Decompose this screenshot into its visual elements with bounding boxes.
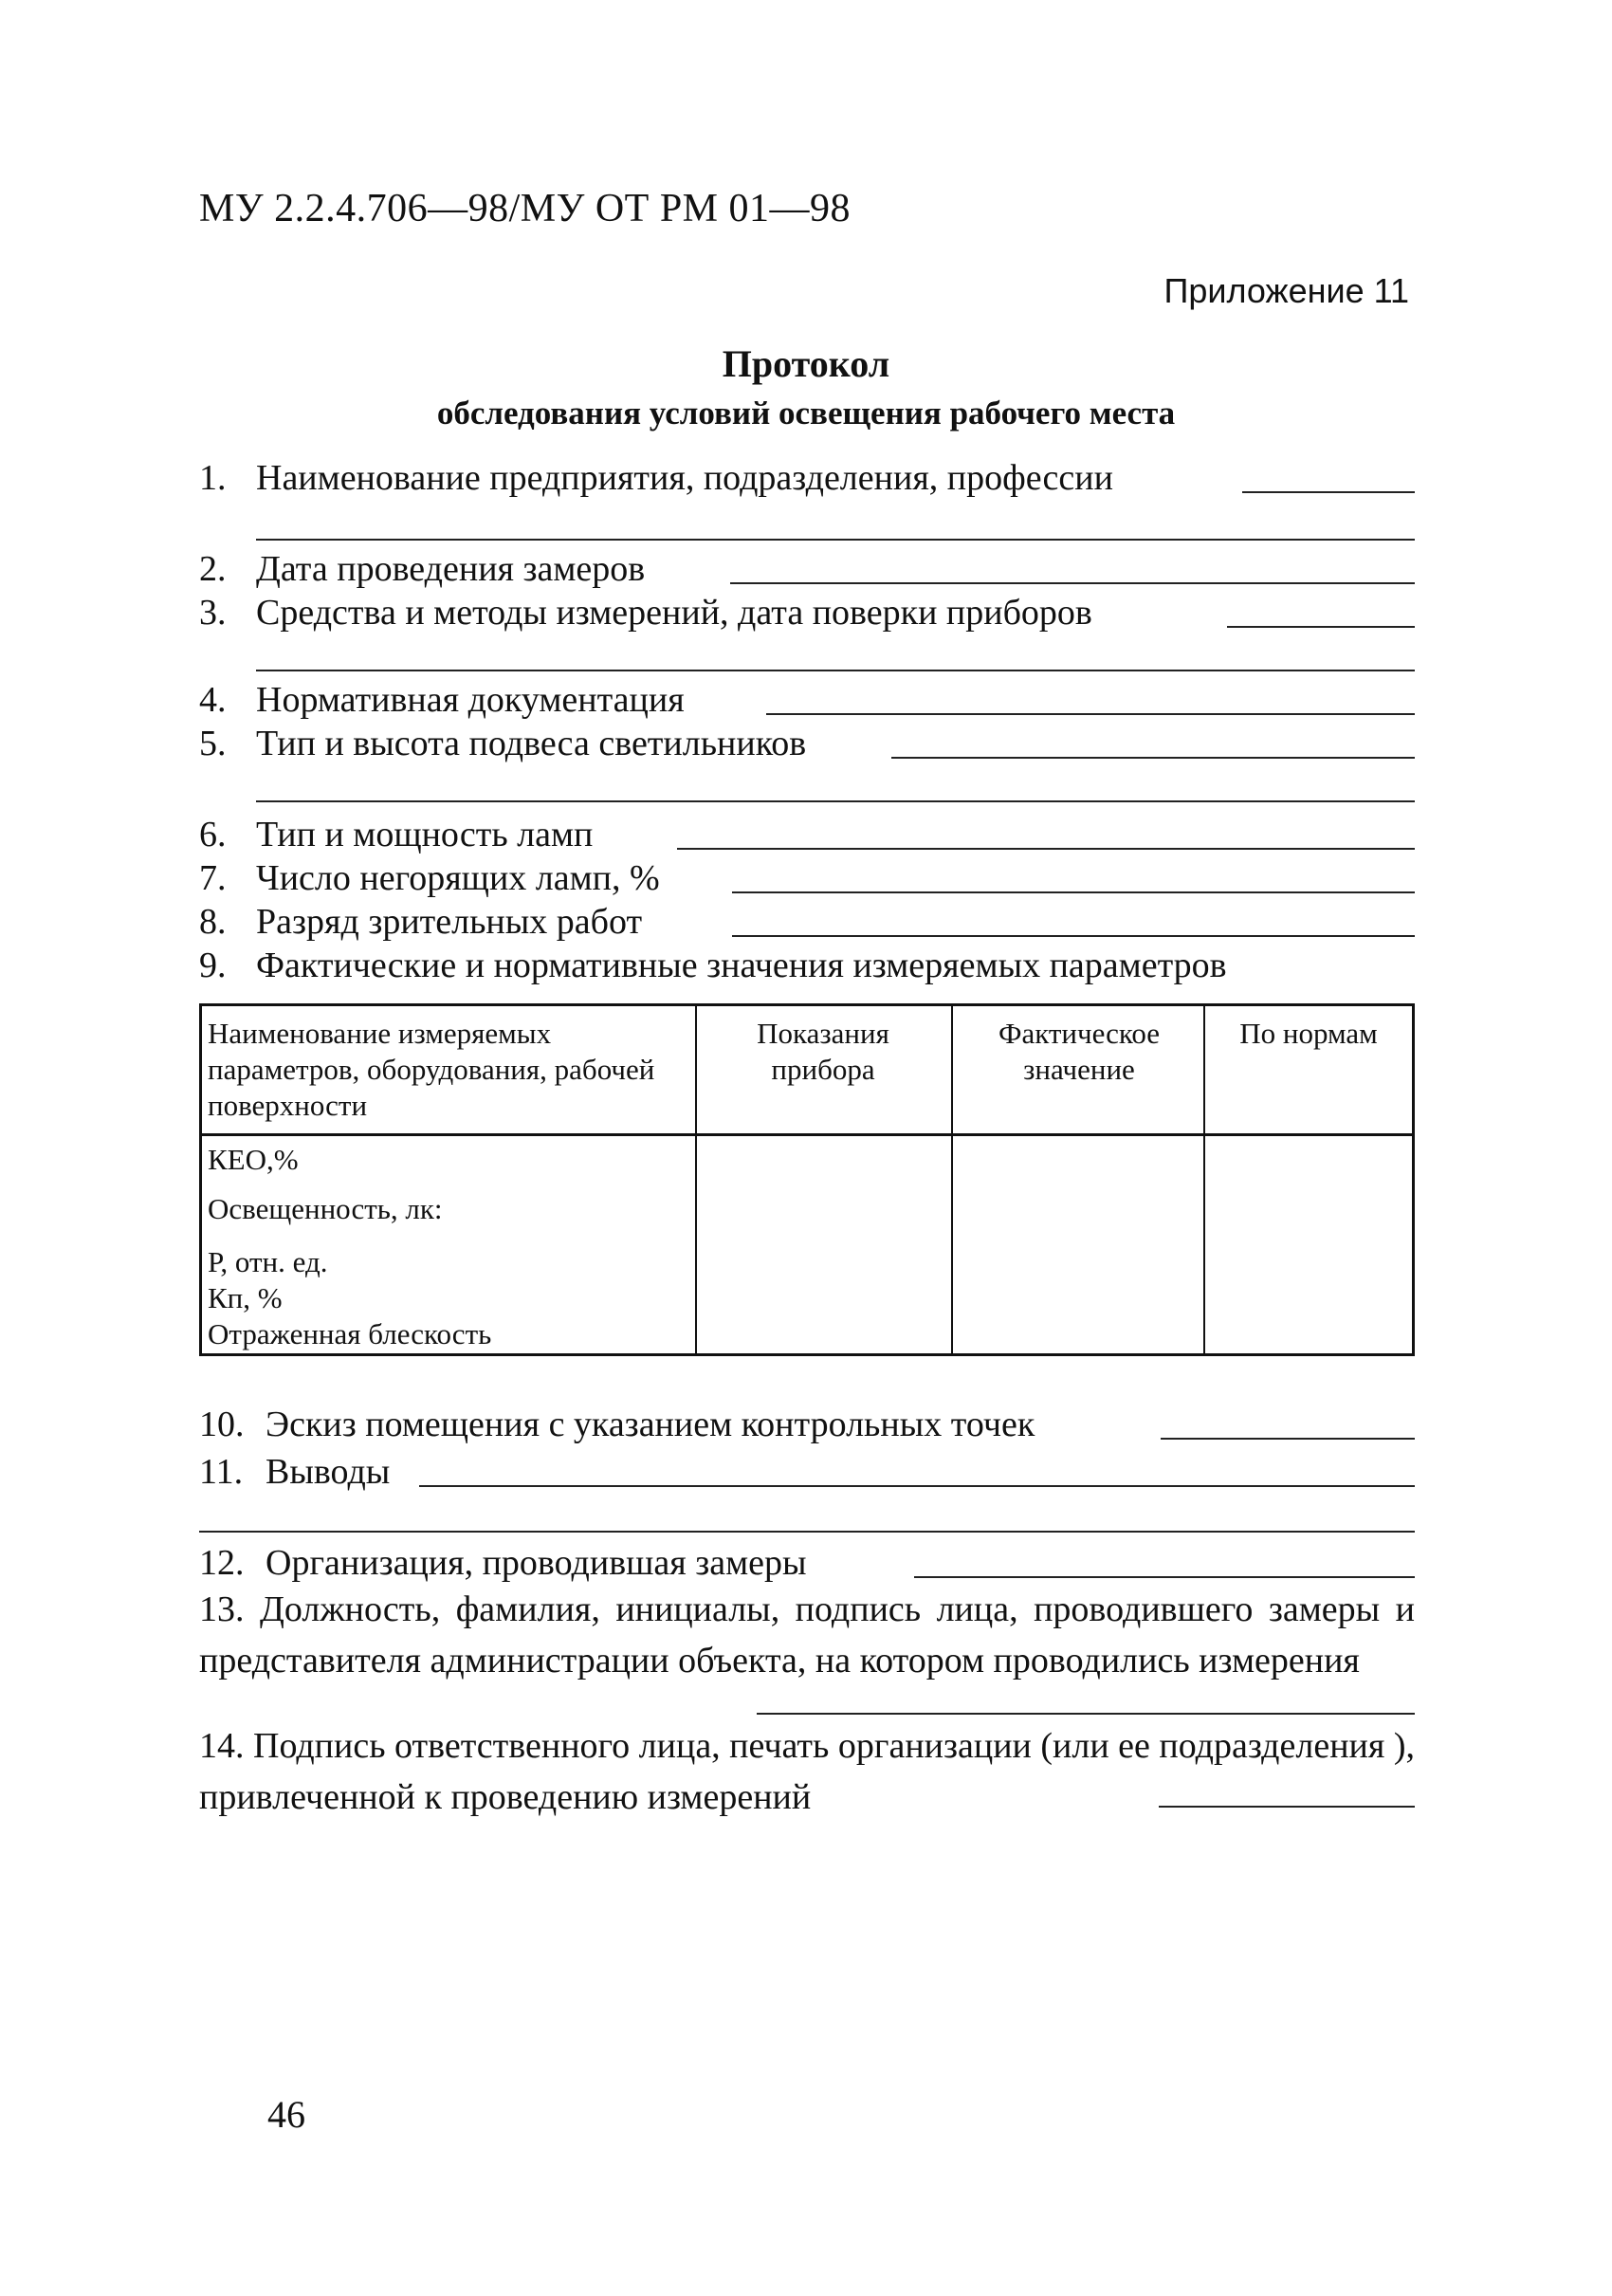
table-header-reading: Показания прибора [757,1017,889,1086]
table-row-label: КЕО,% [208,1143,299,1176]
item-number: 6. [199,815,227,854]
form-item-12 [199,1542,1415,1589]
fill-line-continuation[interactable] [199,1531,1415,1533]
item-label: Тип и высота подвеса светильников [256,724,807,763]
protocol-title: Протокол [722,342,890,385]
item-number: 13. [199,1589,245,1629]
fill-line[interactable] [766,713,1415,715]
form-item-8 [199,901,1415,948]
form-item-1 [199,457,1415,505]
fill-line[interactable] [730,582,1415,584]
item-label: Разряд зрительных работ [256,902,643,942]
form-item-6 [199,814,1415,861]
measurements-table [199,1003,1415,1356]
fill-line[interactable] [1227,626,1415,628]
form-item-2 [199,548,1415,596]
fill-line[interactable] [891,757,1415,759]
document-code: МУ 2.2.4.706—98/МУ ОТ РМ 01—98 [199,187,852,230]
form-item-5 [199,723,1415,770]
column-divider [951,1006,953,1353]
table-header-norm: По нормам [1239,1017,1378,1050]
table-row-label: Кп, % [208,1281,283,1314]
fill-line[interactable] [757,1713,1415,1715]
item-number: 11. [199,1452,244,1492]
fill-line[interactable] [732,935,1415,937]
item-text: Подпись ответственного лица, печать организации (или ее подразделения ), привлеченной к проведению измерений [199,1726,1415,1817]
item-number: 12. [199,1543,245,1583]
column-divider [1203,1006,1205,1353]
fill-line[interactable] [677,848,1415,850]
item-number: 14. [199,1726,245,1766]
item-label: Эскиз помещения с указанием контрольных точек [266,1405,1035,1444]
table-row-label: Р, отн. ед. [208,1245,328,1278]
item-number: 8. [199,902,227,942]
fill-line[interactable] [419,1485,1415,1487]
item-text: Должность, фамилия, инициалы, подпись лица, проводившего замеры и представителя администрации объекта, на котором проводились измерения [199,1589,1415,1681]
header-divider [202,1133,1412,1136]
table-row-label: Освещенность, лк: [208,1192,443,1225]
fill-line[interactable] [1161,1438,1415,1440]
item-number: 2. [199,549,227,589]
fill-line-continuation[interactable] [256,539,1415,541]
item-label: Нормативная документация [256,680,685,720]
appendix-label: Приложение 11 [1163,271,1409,310]
form-item-9 [199,945,1415,992]
fill-line[interactable] [732,891,1415,893]
fill-line[interactable] [1159,1806,1415,1808]
item-number: 4. [199,680,227,720]
item-label: Наименование предприятия, подразделения, профессии [256,458,1113,498]
fill-line[interactable] [1242,491,1415,493]
table-header-actual: Фактическое значение [998,1017,1161,1086]
item-label: Тип и мощность ламп [256,815,594,854]
page-number: 46 [267,2093,305,2136]
item-number: 5. [199,724,227,763]
fill-line-continuation[interactable] [256,670,1415,671]
form-item-11 [199,1451,1415,1498]
item-label: Выводы [266,1452,391,1492]
item-number: 7. [199,858,227,898]
item-label: Число негорящих ламп, % [256,858,660,898]
protocol-subtitle: обследования условий освещения рабочего места [436,395,1176,432]
table-header-parameter: Наименование измеряемых параметров, оборудования, рабочей поверхности [208,1017,655,1122]
form-item-3 [199,592,1415,639]
table-row-label: Отраженная блескость [208,1317,492,1350]
form-item-10 [199,1404,1415,1451]
form-item-7 [199,857,1415,905]
item-number: 1. [199,458,227,498]
fill-line-continuation[interactable] [256,800,1415,802]
item-number: 9. [199,946,227,985]
item-label: Дата проведения замеров [256,549,646,589]
item-label: Фактические и нормативные значения измеряемых параметров [256,946,1227,985]
item-number: 3. [199,593,227,633]
item-label: Средства и методы измерений, дата поверки приборов [256,593,1092,633]
form-item-13 [199,1584,1415,1686]
item-number: 10. [199,1405,245,1444]
form-item-4 [199,679,1415,726]
item-label: Организация, проводившая замеры [266,1543,807,1583]
fill-line[interactable] [914,1576,1415,1578]
